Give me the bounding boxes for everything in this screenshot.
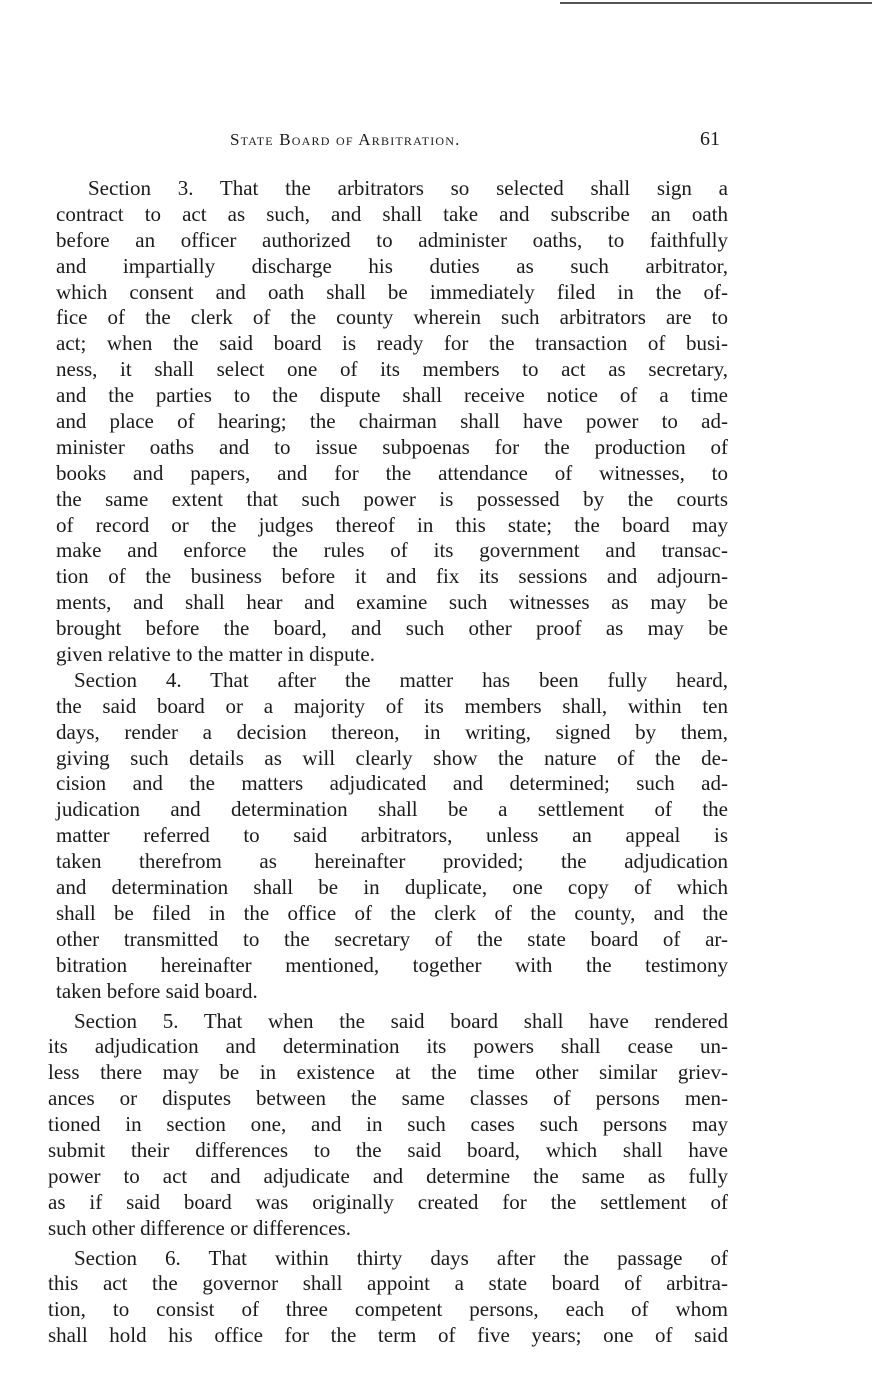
text-line: minister oaths and to issue subpoenas for the production of: [56, 434, 728, 459]
text-line: tioned in section one, and in such cases such persons may: [48, 1112, 728, 1137]
text-line: the same extent that such power is possessed by the courts: [56, 486, 728, 511]
text-line: Section 4. That after the matter has been fully heard,: [74, 667, 728, 692]
section-6-paragraph: [48, 1246, 728, 1350]
section-4-paragraph: [48, 668, 728, 1005]
text-line: less there may be in existence at the time other similar griev-: [48, 1060, 728, 1085]
text-line: taken therefrom as hereinafter provided; the adjudication: [56, 849, 728, 874]
text-line: Section 3. That the arbitrators so selected shall sign a: [88, 176, 728, 200]
text-line: and the parties to the dispute shall receive notice of a time: [56, 383, 728, 408]
header-title: State Board of Arbitration.: [230, 130, 461, 149]
top-edge-rule: [560, 2, 872, 4]
text-line: brought before the board, and such other proof as may be: [56, 616, 728, 641]
text-line: of record or the judges thereof in this state; the board may: [56, 512, 728, 537]
text-line: and place of hearing; the chairman shall have power to ad-: [56, 409, 728, 434]
text-line: this act the governor shall appoint a state board of arbitra-: [48, 1271, 728, 1296]
text-line: power to act and adjudicate and determine the same as fully: [48, 1163, 728, 1188]
text-line: make and enforce the rules of its government and transac-: [56, 538, 728, 563]
page-number: 61: [700, 128, 720, 150]
text-line: act; when the said board is ready for the transaction of busi-: [56, 331, 728, 356]
text-line: bitration hereinafter mentioned, together with the testimony: [56, 952, 728, 977]
text-line: ness, it shall select one of its members to act as secretary,: [56, 357, 728, 382]
text-line: cision and the matters adjudicated and determined; such ad-: [56, 771, 728, 796]
running-header: [230, 130, 720, 160]
text-line: ances or disputes between the same classes of persons men-: [48, 1086, 728, 1111]
text-line: fice of the clerk of the county wherein such arbitrators are to: [56, 305, 728, 330]
section-5-paragraph: [48, 1009, 728, 1242]
text-line: other transmitted to the secretary of the state board of ar-: [56, 926, 728, 951]
section-3-paragraph: [48, 176, 728, 668]
text-line: taken before said board.: [56, 978, 258, 1003]
body-text: [48, 176, 728, 1349]
text-line: days, render a decision thereon, in writing, signed by them,: [56, 719, 728, 744]
text-line: giving such details as will clearly show the nature of the de-: [56, 745, 728, 770]
text-line: books and papers, and for the attendance of witnesses, to: [56, 460, 728, 485]
text-line: tion, to consist of three competent persons, each of whom: [48, 1297, 728, 1322]
text-line: submit their differences to the said board, which shall have: [48, 1137, 728, 1162]
text-line: given relative to the matter in dispute.: [56, 642, 375, 667]
text-line: the said board or a majority of its members shall, within ten: [56, 693, 728, 718]
text-line: judication and determination shall be a settlement of the: [56, 797, 728, 822]
text-line: shall hold his office for the term of five years; one of said: [48, 1323, 728, 1348]
text-line: ments, and shall hear and examine such witnesses as may be: [56, 590, 728, 615]
text-line: matter referred to said arbitrators, unless an appeal is: [56, 823, 728, 848]
text-line: such other difference or differences.: [48, 1215, 351, 1240]
text-line: and impartially discharge his duties as such arbitrator,: [56, 253, 728, 278]
text-line: Section 5. That when the said board shall have rendered: [74, 1008, 728, 1033]
text-line: which consent and oath shall be immediately filed in the of-: [56, 279, 728, 304]
text-line: Section 6. That within thirty days after the passage of: [74, 1245, 728, 1270]
text-line: tion of the business before it and fix its sessions and adjourn-: [56, 564, 728, 589]
text-line: shall be filed in the office of the clerk of the county, and the: [56, 900, 728, 925]
text-line: contract to act as such, and shall take and subscribe an oath: [56, 201, 728, 226]
text-line: as if said board was originally created for the settlement of: [48, 1189, 728, 1214]
text-line: and determination shall be in duplicate, one copy of which: [56, 875, 728, 900]
text-line: before an officer authorized to administer oaths, to faithfully: [56, 227, 728, 252]
text-line: its adjudication and determination its powers shall cease un-: [48, 1034, 728, 1059]
